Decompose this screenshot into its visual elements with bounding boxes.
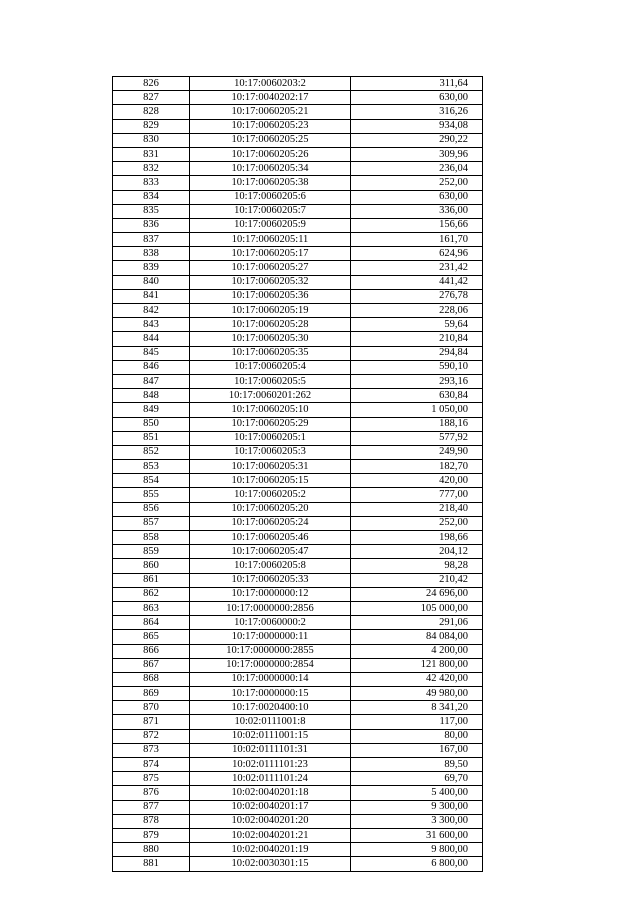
table-row	[113, 758, 483, 772]
table-row	[113, 176, 483, 190]
row-number-cell: 854	[113, 474, 190, 488]
cadastral-number-cell: 10:02:0040201:18	[190, 786, 351, 800]
value-cell: 231,42	[351, 261, 483, 275]
cadastral-number-cell: 10:17:0060205:7	[190, 204, 351, 218]
cadastral-number-cell: 10:17:0060205:4	[190, 360, 351, 374]
cadastral-number-cell: 10:17:0060205:1	[190, 431, 351, 445]
value-cell: 249,90	[351, 445, 483, 459]
cadastral-number-cell: 10:17:0060205:5	[190, 374, 351, 388]
cadastral-number-cell: 10:17:0060205:33	[190, 573, 351, 587]
cadastral-number-cell: 10:17:0060203:2	[190, 77, 351, 91]
value-cell: 188,16	[351, 417, 483, 431]
table-row	[113, 701, 483, 715]
value-cell: 252,00	[351, 516, 483, 530]
row-number-cell: 828	[113, 105, 190, 119]
table-row	[113, 460, 483, 474]
row-number-cell: 860	[113, 559, 190, 573]
cadastral-number-cell: 10:02:0111101:31	[190, 743, 351, 757]
cadastral-number-cell: 10:17:0000000:15	[190, 687, 351, 701]
cadastral-number-cell: 10:17:0060205:21	[190, 105, 351, 119]
value-cell: 105 000,00	[351, 601, 483, 615]
row-number-cell: 834	[113, 190, 190, 204]
value-cell: 8 341,20	[351, 701, 483, 715]
cadastral-number-cell: 10:17:0060000:2	[190, 616, 351, 630]
table-row	[113, 786, 483, 800]
cadastral-number-cell: 10:02:0040201:17	[190, 800, 351, 814]
row-number-cell: 843	[113, 318, 190, 332]
table-row	[113, 474, 483, 488]
table-row	[113, 147, 483, 161]
cadastral-number-cell: 10:17:0060205:10	[190, 403, 351, 417]
row-number-cell: 850	[113, 417, 190, 431]
table-row	[113, 502, 483, 516]
row-number-cell: 876	[113, 786, 190, 800]
value-cell: 84 084,00	[351, 630, 483, 644]
cadastral-number-cell: 10:17:0060205:47	[190, 545, 351, 559]
cadastral-number-cell: 10:17:0000000:2855	[190, 644, 351, 658]
table-body	[113, 77, 483, 872]
table-row	[113, 389, 483, 403]
row-number-cell: 869	[113, 687, 190, 701]
table-row	[113, 133, 483, 147]
row-number-cell: 840	[113, 275, 190, 289]
table-row	[113, 516, 483, 530]
row-number-cell: 859	[113, 545, 190, 559]
table-row	[113, 204, 483, 218]
cadastral-number-cell: 10:02:0040201:21	[190, 828, 351, 842]
row-number-cell: 855	[113, 488, 190, 502]
table-row	[113, 105, 483, 119]
cadastral-number-cell: 10:17:0060205:11	[190, 233, 351, 247]
cadastral-number-cell: 10:17:0060205:24	[190, 516, 351, 530]
cadastral-number-cell: 10:17:0060205:31	[190, 460, 351, 474]
value-cell: 316,26	[351, 105, 483, 119]
cadastral-number-cell: 10:02:0040201:19	[190, 843, 351, 857]
table-row	[113, 658, 483, 672]
cadastral-number-cell: 10:17:0000000:2856	[190, 601, 351, 615]
table-row	[113, 304, 483, 318]
row-number-cell: 831	[113, 147, 190, 161]
row-number-cell: 868	[113, 672, 190, 686]
table-row	[113, 743, 483, 757]
row-number-cell: 842	[113, 304, 190, 318]
value-cell: 630,00	[351, 190, 483, 204]
cadastral-number-cell: 10:17:0060205:15	[190, 474, 351, 488]
cadastral-number-cell: 10:02:0111001:15	[190, 729, 351, 743]
value-cell: 624,96	[351, 247, 483, 261]
cadastral-number-cell: 10:02:0030301:15	[190, 857, 351, 871]
value-cell: 210,42	[351, 573, 483, 587]
value-cell: 294,84	[351, 346, 483, 360]
value-cell: 80,00	[351, 729, 483, 743]
row-number-cell: 853	[113, 460, 190, 474]
row-number-cell: 844	[113, 332, 190, 346]
value-cell: 311,64	[351, 77, 483, 91]
value-cell: 777,00	[351, 488, 483, 502]
table-row	[113, 630, 483, 644]
row-number-cell: 872	[113, 729, 190, 743]
row-number-cell: 852	[113, 445, 190, 459]
table-row	[113, 417, 483, 431]
cadastral-number-cell: 10:17:0060205:38	[190, 176, 351, 190]
value-cell: 236,04	[351, 162, 483, 176]
table-row	[113, 800, 483, 814]
value-cell: 182,70	[351, 460, 483, 474]
row-number-cell: 833	[113, 176, 190, 190]
value-cell: 577,92	[351, 431, 483, 445]
table-row	[113, 162, 483, 176]
cadastral-number-cell: 10:17:0060205:34	[190, 162, 351, 176]
cadastral-number-cell: 10:17:0060205:8	[190, 559, 351, 573]
table-row	[113, 403, 483, 417]
value-cell: 9 300,00	[351, 800, 483, 814]
row-number-cell: 827	[113, 91, 190, 105]
cadastral-number-cell: 10:02:0111101:23	[190, 758, 351, 772]
table-row	[113, 119, 483, 133]
data-table	[112, 76, 483, 872]
value-cell: 161,70	[351, 233, 483, 247]
value-cell: 31 600,00	[351, 828, 483, 842]
value-cell: 228,06	[351, 304, 483, 318]
cadastral-number-cell: 10:17:0000000:12	[190, 587, 351, 601]
cadastral-number-cell: 10:02:0111101:24	[190, 772, 351, 786]
value-cell: 121 800,00	[351, 658, 483, 672]
table-row	[113, 190, 483, 204]
row-number-cell: 880	[113, 843, 190, 857]
cadastral-number-cell: 10:17:0060205:35	[190, 346, 351, 360]
row-number-cell: 871	[113, 715, 190, 729]
table-row	[113, 247, 483, 261]
table-row	[113, 77, 483, 91]
value-cell: 293,16	[351, 374, 483, 388]
row-number-cell: 837	[113, 233, 190, 247]
cadastral-number-cell: 10:17:0060205:2	[190, 488, 351, 502]
row-number-cell: 858	[113, 531, 190, 545]
value-cell: 290,22	[351, 133, 483, 147]
row-number-cell: 836	[113, 218, 190, 232]
row-number-cell: 851	[113, 431, 190, 445]
row-number-cell: 845	[113, 346, 190, 360]
value-cell: 42 420,00	[351, 672, 483, 686]
row-number-cell: 875	[113, 772, 190, 786]
table-row	[113, 772, 483, 786]
cadastral-number-cell: 10:17:0000000:11	[190, 630, 351, 644]
row-number-cell: 835	[113, 204, 190, 218]
row-number-cell: 838	[113, 247, 190, 261]
value-cell: 1 050,00	[351, 403, 483, 417]
cadastral-number-cell: 10:17:0060201:262	[190, 389, 351, 403]
table-row	[113, 687, 483, 701]
row-number-cell: 866	[113, 644, 190, 658]
value-cell: 59,64	[351, 318, 483, 332]
cadastral-number-cell: 10:17:0060205:46	[190, 531, 351, 545]
value-cell: 291,06	[351, 616, 483, 630]
row-number-cell: 826	[113, 77, 190, 91]
value-cell: 204,12	[351, 545, 483, 559]
cadastral-number-cell: 10:17:0000000:14	[190, 672, 351, 686]
row-number-cell: 846	[113, 360, 190, 374]
value-cell: 6 800,00	[351, 857, 483, 871]
table-row	[113, 261, 483, 275]
value-cell: 98,28	[351, 559, 483, 573]
cadastral-number-cell: 10:17:0060205:25	[190, 133, 351, 147]
row-number-cell: 848	[113, 389, 190, 403]
table-row	[113, 814, 483, 828]
value-cell: 24 696,00	[351, 587, 483, 601]
row-number-cell: 865	[113, 630, 190, 644]
row-number-cell: 839	[113, 261, 190, 275]
cadastral-number-cell: 10:17:0060205:23	[190, 119, 351, 133]
row-number-cell: 849	[113, 403, 190, 417]
table-row	[113, 545, 483, 559]
table-row	[113, 488, 483, 502]
row-number-cell: 832	[113, 162, 190, 176]
cadastral-number-cell: 10:17:0040202:17	[190, 91, 351, 105]
cadastral-number-cell: 10:17:0060205:17	[190, 247, 351, 261]
table-row	[113, 360, 483, 374]
value-cell: 117,00	[351, 715, 483, 729]
value-cell: 9 800,00	[351, 843, 483, 857]
row-number-cell: 867	[113, 658, 190, 672]
table-row	[113, 374, 483, 388]
value-cell: 69,70	[351, 772, 483, 786]
row-number-cell: 841	[113, 289, 190, 303]
table-row	[113, 91, 483, 105]
cadastral-number-cell: 10:17:0060205:3	[190, 445, 351, 459]
row-number-cell: 874	[113, 758, 190, 772]
value-cell: 441,42	[351, 275, 483, 289]
table-row	[113, 616, 483, 630]
table-row	[113, 275, 483, 289]
value-cell: 156,66	[351, 218, 483, 232]
row-number-cell: 863	[113, 601, 190, 615]
cadastral-number-cell: 10:17:0020400:10	[190, 701, 351, 715]
cadastral-number-cell: 10:17:0060205:26	[190, 147, 351, 161]
table-row	[113, 587, 483, 601]
row-number-cell: 870	[113, 701, 190, 715]
value-cell: 218,40	[351, 502, 483, 516]
row-number-cell: 847	[113, 374, 190, 388]
cadastral-number-cell: 10:17:0060205:27	[190, 261, 351, 275]
value-cell: 167,00	[351, 743, 483, 757]
value-cell: 49 980,00	[351, 687, 483, 701]
value-cell: 590,10	[351, 360, 483, 374]
row-number-cell: 878	[113, 814, 190, 828]
value-cell: 4 200,00	[351, 644, 483, 658]
value-cell: 309,96	[351, 147, 483, 161]
table-row	[113, 729, 483, 743]
cadastral-number-cell: 10:17:0060205:29	[190, 417, 351, 431]
value-cell: 5 400,00	[351, 786, 483, 800]
table-row	[113, 431, 483, 445]
table-row	[113, 559, 483, 573]
table-row	[113, 715, 483, 729]
table-row	[113, 828, 483, 842]
cadastral-number-cell: 10:17:0060205:36	[190, 289, 351, 303]
table-row	[113, 843, 483, 857]
table-row	[113, 672, 483, 686]
table-row	[113, 289, 483, 303]
value-cell: 252,00	[351, 176, 483, 190]
value-cell: 630,00	[351, 91, 483, 105]
table-row	[113, 233, 483, 247]
cadastral-number-cell: 10:02:0111001:8	[190, 715, 351, 729]
table-row	[113, 531, 483, 545]
value-cell: 934,08	[351, 119, 483, 133]
row-number-cell: 864	[113, 616, 190, 630]
table-row	[113, 218, 483, 232]
table-row	[113, 857, 483, 871]
table-row	[113, 346, 483, 360]
row-number-cell: 857	[113, 516, 190, 530]
value-cell: 420,00	[351, 474, 483, 488]
table-row	[113, 318, 483, 332]
value-cell: 89,50	[351, 758, 483, 772]
row-number-cell: 881	[113, 857, 190, 871]
table-row	[113, 445, 483, 459]
row-number-cell: 861	[113, 573, 190, 587]
value-cell: 630,84	[351, 389, 483, 403]
row-number-cell: 829	[113, 119, 190, 133]
row-number-cell: 862	[113, 587, 190, 601]
cadastral-number-cell: 10:17:0060205:30	[190, 332, 351, 346]
cadastral-number-cell: 10:17:0060205:20	[190, 502, 351, 516]
row-number-cell: 830	[113, 133, 190, 147]
cadastral-number-cell: 10:17:0060205:32	[190, 275, 351, 289]
cadastral-number-cell: 10:17:0000000:2854	[190, 658, 351, 672]
row-number-cell: 856	[113, 502, 190, 516]
cadastral-number-cell: 10:17:0060205:9	[190, 218, 351, 232]
cadastral-number-cell: 10:17:0060205:6	[190, 190, 351, 204]
table-row	[113, 644, 483, 658]
cadastral-number-cell: 10:02:0040201:20	[190, 814, 351, 828]
value-cell: 336,00	[351, 204, 483, 218]
table-row	[113, 601, 483, 615]
cadastral-number-cell: 10:17:0060205:28	[190, 318, 351, 332]
value-cell: 3 300,00	[351, 814, 483, 828]
row-number-cell: 879	[113, 828, 190, 842]
value-cell: 276,78	[351, 289, 483, 303]
value-cell: 198,66	[351, 531, 483, 545]
table-row	[113, 573, 483, 587]
cadastral-number-cell: 10:17:0060205:19	[190, 304, 351, 318]
row-number-cell: 873	[113, 743, 190, 757]
table-row	[113, 332, 483, 346]
row-number-cell: 877	[113, 800, 190, 814]
value-cell: 210,84	[351, 332, 483, 346]
